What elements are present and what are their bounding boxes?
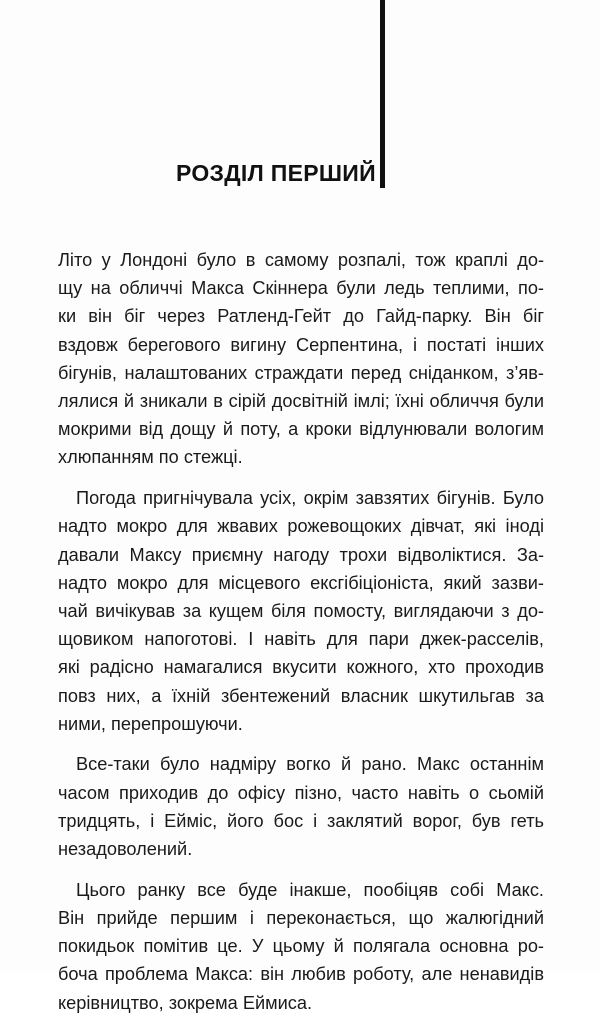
text-line: Літо у Лондоні було в самому розпалі, тож краплі до- <box>58 250 544 270</box>
text-line: щовиком напоготові. І навіть для пари джек-расселів, <box>58 629 544 650</box>
chapter-body <box>58 246 544 1029</box>
bookmark-ribbon-line <box>380 0 385 188</box>
text-line: покидьок помітив це. У цьому й полягала основна ро- <box>58 936 544 957</box>
text-line: бігунів, налаштованих страждати перед сніданком, з’яв- <box>58 362 544 383</box>
text-line: лялися й зникали в сірій досвітній імлі; їхні обличчя були <box>58 391 544 412</box>
text-line: тридцять, і Ейміс, його бос і заклятий ворог, був геть <box>58 810 544 831</box>
text-line: Він прийде першим і переконається, що жалюгідний <box>58 907 544 928</box>
paragraph-3 <box>58 750 544 863</box>
text-line: які радісно намагалися вкусити кожного, хто проходив <box>58 657 544 678</box>
text-line: чай вичікував за кущем біля помосту, виглядаючи з до- <box>58 600 544 621</box>
text-line: хлюпанням по стежці. <box>58 447 243 468</box>
text-line: повз них, а їхній збентежений власник шкутильгав за <box>58 685 544 706</box>
chapter-title: РОЗДІЛ ПЕРШИЙ <box>176 160 376 186</box>
text-line: надто мокро для жвавих рожевощоких дівчат, які іноді <box>58 516 544 537</box>
text-line: ними, перепрошуючи. <box>58 713 243 734</box>
text-line: щу на обличчі Макса Скіннера були ледь теплими, по- <box>58 278 544 299</box>
text-line: ки він біг через Ратленд-Гейт до Гайд-парку. Він біг <box>58 306 544 327</box>
text-line: давали Максу приємну нагоду трохи відволіктися. За- <box>58 544 544 565</box>
text-line: незадоволений. <box>58 839 193 860</box>
text-line: вздовж берегового вигину Серпентина, і постаті інших <box>58 334 544 355</box>
paragraph-4 <box>58 876 544 1017</box>
text-line: мокрими від дощу й поту, а кроки відлунювали вологим <box>58 419 544 440</box>
text-line: Все-таки було надміру вогко й рано. Макс останнім <box>76 754 544 775</box>
paragraph-1 <box>58 246 544 472</box>
paragraph-2 <box>58 484 544 738</box>
text-line: часом приходив до офісу пізно, часто навіть о сьомій <box>58 782 544 803</box>
text-line: керівництво, зокрема Еймиса. <box>58 992 313 1013</box>
text-line: боча проблема Макса: він любив роботу, але ненавидів <box>58 964 544 985</box>
text-line: надто мокро для місцевого ексгібіціоніста, який зазви- <box>58 572 544 593</box>
text-line: Погода пригнічувала усіх, окрім завзятих бігунів. Було <box>76 488 544 509</box>
text-line: Цього ранку все буде інакше, пообіцяв собі Макс. <box>76 879 544 900</box>
